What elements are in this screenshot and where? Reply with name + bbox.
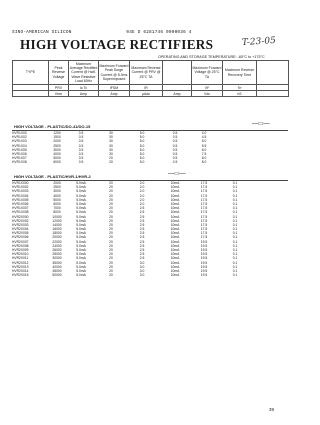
- table-cell: 5.0mA: [76, 239, 86, 244]
- table-cell: HVR1X03: [12, 139, 27, 144]
- table-cell: 5.0mA: [76, 256, 86, 261]
- sym-vf: VF: [192, 85, 223, 91]
- table-cell: 10mA: [170, 189, 180, 194]
- table-cell: 0.1: [232, 260, 238, 265]
- table-cell: 2.5: [139, 210, 145, 215]
- table-cell: HVR2X010: [12, 252, 29, 257]
- table-cell: HVR1X005: [12, 197, 29, 202]
- table-cell: 30: [109, 135, 113, 140]
- diode-package-icon: —▭—: [168, 171, 186, 177]
- table-cell: 5.0: [139, 131, 145, 135]
- table-cell: HVR2X002: [12, 218, 29, 223]
- page-title: HIGH VOLTAGE RECTIFIERS: [20, 37, 214, 52]
- table-cell: HVR1X002: [12, 185, 29, 190]
- table-cell: 0.5: [172, 160, 178, 165]
- table-cell: 2.5: [139, 222, 145, 227]
- table-cell: 0.1: [232, 227, 238, 232]
- table-cell: 20: [109, 181, 113, 185]
- table-cell: 2.0: [139, 189, 145, 194]
- section-rows-hvr: [12, 181, 288, 277]
- section-rows-do41: [12, 131, 288, 165]
- table-cell: 2000: [53, 139, 61, 144]
- table-cell: 20: [109, 218, 113, 223]
- table-cell: 3000: [53, 189, 61, 194]
- table-cell: 5000: [53, 156, 61, 161]
- table-cell: HVR2X005: [12, 231, 29, 236]
- table-cell: HVR1X07: [12, 156, 27, 161]
- table-cell: 30: [109, 151, 113, 156]
- table-cell: HVR1X008: [12, 210, 29, 215]
- table-cell: 4000: [53, 193, 61, 198]
- table-cell: 17.5: [200, 231, 208, 236]
- table-cell: 16000: [52, 227, 62, 232]
- table-cell: HVR1X000: [12, 181, 29, 185]
- unit-ir: µAdc: [130, 91, 163, 97]
- table-cell: 20000: [52, 235, 62, 240]
- unit-type: [13, 91, 49, 97]
- table-cell: 0.5: [172, 131, 178, 135]
- table-cell: 30: [109, 143, 113, 148]
- table-cell: HVR2X011: [12, 256, 29, 261]
- table-cell: 8.0: [201, 156, 207, 161]
- table-cell: 4.5: [201, 135, 207, 140]
- table-cell: 5.0: [139, 135, 145, 140]
- spec-table-header: [12, 60, 289, 97]
- table-cell: 1200: [53, 131, 61, 135]
- company-name: SINO-AMERICAN SILICON: [12, 30, 72, 35]
- table-cell: 35000: [52, 260, 62, 265]
- diode-package-icon: —▭—: [252, 121, 270, 127]
- table-cell: 10mA: [170, 252, 180, 257]
- table-cell: 0.1: [232, 231, 238, 236]
- table-cell: HVR2X015: [12, 273, 29, 278]
- table-cell: 6.0: [201, 147, 207, 152]
- table-cell: 5.0mA: [76, 210, 86, 215]
- table-cell: 10mA: [170, 197, 180, 202]
- table-cell: 20: [109, 214, 113, 219]
- table-cell: 17.5: [200, 227, 208, 232]
- table-cell: 4.0: [201, 131, 207, 135]
- table-cell: 18000: [52, 231, 62, 236]
- table-cell: 2.5: [139, 256, 145, 261]
- table-cell: 0.1: [232, 273, 238, 278]
- table-cell: 5.0mA: [76, 218, 86, 223]
- col-header-blank: [163, 61, 192, 85]
- sym-trr: Trr: [223, 85, 257, 91]
- table-cell: 0.1: [232, 218, 238, 223]
- col-header-recovery: Maximum Reverse Recovery Time: [223, 61, 257, 85]
- table-cell: 10mA: [170, 256, 180, 261]
- table-cell: 2.0: [139, 197, 145, 202]
- table-cell: 7000: [53, 206, 61, 211]
- table-cell: 5.0mA: [76, 201, 86, 206]
- table-cell: 50000: [52, 273, 62, 278]
- table-cell: HVR1X04: [12, 143, 27, 148]
- col-header-extra: [257, 61, 289, 85]
- table-cell: 0.1: [232, 193, 238, 198]
- table-cell: HVR2X014: [12, 268, 29, 273]
- table-cell: 20: [109, 248, 113, 252]
- table-cell: 19.5: [200, 248, 208, 252]
- table-cell: 20: [109, 197, 113, 202]
- table-cell: 10mA: [170, 235, 180, 240]
- table-cell: 10000: [52, 214, 62, 219]
- table-cell: 30: [109, 147, 113, 152]
- table-cell: 24000: [52, 243, 62, 248]
- table-cell: 2.5: [139, 235, 145, 240]
- unit-vf: Vdc: [192, 91, 223, 97]
- table-cell: 45000: [52, 268, 62, 273]
- table-cell: 5.0mA: [76, 197, 86, 202]
- table-cell: 0.1: [232, 189, 238, 194]
- table-cell: 10mA: [170, 214, 180, 219]
- table-cell: 19.5: [200, 260, 208, 265]
- table-cell: 10mA: [170, 210, 180, 215]
- table-cell: 0.1: [232, 239, 238, 244]
- table-cell: 5.0mA: [76, 189, 86, 194]
- table-cell: 20: [109, 201, 113, 206]
- table-cell: HVR1X08: [12, 160, 27, 165]
- table-cell: HVR2X004: [12, 227, 29, 232]
- table-cell: 10mA: [170, 227, 180, 232]
- table-cell: 0.5: [78, 151, 84, 156]
- table-cell: 5.0mA: [76, 214, 86, 219]
- col-header-prv: Peak Reverse Voltage: [49, 61, 69, 85]
- table-cell: 2.0: [139, 181, 145, 185]
- table-cell: 20: [109, 264, 113, 269]
- table-cell: 8000: [53, 210, 61, 215]
- table-cell: 0.1: [232, 252, 238, 257]
- table-cell: 26000: [52, 248, 62, 252]
- table-cell: 2.5: [139, 206, 145, 211]
- table-cell: 30: [109, 131, 113, 135]
- table-cell: 5.0mA: [76, 248, 86, 252]
- table-cell: 3.0: [139, 273, 145, 278]
- table-cell: 10mA: [170, 201, 180, 206]
- table-cell: 17.5: [200, 201, 208, 206]
- table-cell: 17.5: [200, 193, 208, 198]
- table-cell: 0.1: [232, 197, 238, 202]
- table-cell: 2500: [53, 143, 61, 148]
- table-cell: 20: [109, 239, 113, 244]
- table-cell: 2.0: [139, 193, 145, 198]
- table-cell: 0.1: [232, 185, 238, 190]
- table-cell: 20: [109, 260, 113, 265]
- table-cell: 0.1: [232, 206, 238, 211]
- table-cell: 5.0mA: [76, 222, 86, 227]
- table-cell: 0.1: [232, 214, 238, 219]
- table-cell: 17.5: [200, 185, 208, 190]
- table-cell: 2.0: [139, 201, 145, 206]
- table-cell: 0.5: [78, 147, 84, 152]
- col-header-forward-voltage: Maximum Forward Voltage @ 25°C TA: [192, 61, 223, 85]
- table-cell: 2.0: [139, 185, 145, 190]
- table-cell: 0.1: [232, 235, 238, 240]
- table-cell: 19.5: [200, 252, 208, 257]
- table-cell: 0.1: [232, 201, 238, 206]
- table-cell: 20: [109, 206, 113, 211]
- table-cell: 0.5: [78, 160, 84, 165]
- table-cell: 17.5: [200, 210, 208, 215]
- table-cell: 5.0mA: [76, 193, 86, 198]
- table-cell: 2.5: [139, 227, 145, 232]
- table-cell: 14000: [52, 222, 62, 227]
- table-cell: 5.0mA: [76, 273, 86, 278]
- table-cell: 2.5: [139, 248, 145, 252]
- sym-surge: IFSM: [99, 85, 130, 91]
- table-cell: 10mA: [170, 181, 180, 185]
- table-cell: 20: [109, 189, 113, 194]
- table-cell: 28000: [52, 252, 62, 257]
- doc-code: 04E D 6281746 0000036 4: [126, 30, 192, 35]
- table-cell: 5.0mA: [76, 268, 86, 273]
- table-cell: 10mA: [170, 243, 180, 248]
- table-cell: 0.1: [232, 264, 238, 269]
- table-cell: 0.1: [232, 181, 238, 185]
- table-cell: 19.5: [200, 256, 208, 261]
- table-cell: HVR1X004: [12, 193, 29, 198]
- col-header-avg-current: Maximum Average Rectified Current @ Half-Wave Resistive Load 60Hz: [69, 62, 98, 83]
- table-cell: 2.5: [139, 214, 145, 219]
- unit-surge: Amp: [99, 91, 130, 97]
- table-cell: 0.5: [172, 151, 178, 156]
- table-cell: HVR1X003: [12, 189, 29, 194]
- table-cell: 7.5: [201, 151, 207, 156]
- table-cell: HVR2X012: [12, 260, 29, 265]
- table-cell: 20: [109, 185, 113, 190]
- table-cell: 17.5: [200, 181, 208, 185]
- table-cell: 5.0mA: [76, 227, 86, 232]
- section-title-do41: HIGH VOLTAGE - PLASTIC/DO-41/DO-15: [14, 124, 91, 129]
- table-cell: 5.0mA: [76, 235, 86, 240]
- section-title-hvr: HIGH VOLTAGE - PLASTIC/HVR-1/HVR-2: [14, 174, 91, 179]
- table-cell: 17.5: [200, 214, 208, 219]
- table-cell: HVR2X013: [12, 264, 29, 269]
- table-cell: HVR1X02: [12, 135, 27, 140]
- table-cell: 17.5: [200, 189, 208, 194]
- table-cell: 4000: [53, 151, 61, 156]
- table-cell: 0.1: [232, 210, 238, 215]
- table-cell: 5.0: [139, 151, 145, 156]
- table-cell: 17.5: [200, 218, 208, 223]
- unit-extra: [257, 91, 289, 97]
- table-cell: 5.0mA: [76, 260, 86, 265]
- table-cell: 2000: [53, 181, 61, 185]
- operating-temp-note: OPERATING AND STORAGE TEMPERATURE: -65°C to +175°C: [158, 55, 265, 59]
- table-cell: 20: [109, 160, 113, 165]
- table-cell: 20: [109, 156, 113, 161]
- table-cell: 20: [109, 235, 113, 240]
- table-cell: 20: [109, 273, 113, 278]
- table-cell: 2.5: [139, 243, 145, 248]
- table-cell: 2.5: [139, 239, 145, 244]
- table-cell: 0.5: [78, 143, 84, 148]
- table-cell: 5.0mA: [76, 252, 86, 257]
- table-cell: 0.1: [232, 256, 238, 261]
- table-cell: 5.0mA: [76, 185, 86, 190]
- col-header-type: TYPE: [13, 61, 49, 85]
- table-cell: 0.5: [78, 156, 84, 161]
- table-cell: 0.5: [78, 135, 84, 140]
- table-cell: 10mA: [170, 239, 180, 244]
- table-cell: 19.5: [200, 268, 208, 273]
- table-cell: 20: [109, 268, 113, 273]
- table-cell: 3.0: [139, 264, 145, 269]
- table-cell: 2.5: [139, 252, 145, 257]
- table-cell: 5.0: [139, 156, 145, 161]
- table-cell: HVR1X007: [12, 206, 29, 211]
- table-cell: 5.0mA: [76, 264, 86, 269]
- header-line: [12, 30, 282, 35]
- table-cell: 10mA: [170, 185, 180, 190]
- table-cell: 20: [109, 231, 113, 236]
- table-cell: HVR1X00: [12, 131, 27, 135]
- table-cell: 10mA: [170, 206, 180, 211]
- table-cell: 17.5: [200, 206, 208, 211]
- unit-prv: Vrrm: [49, 91, 69, 97]
- table-cell: 10mA: [170, 218, 180, 223]
- table-cell: 0.5: [172, 143, 178, 148]
- table-cell: 0.1: [232, 222, 238, 227]
- table-cell: 2.5: [139, 218, 145, 223]
- table-cell: 17.5: [200, 197, 208, 202]
- table-cell: 17.5: [200, 222, 208, 227]
- table-cell: 1500: [53, 135, 61, 140]
- table-cell: 0.5: [78, 131, 84, 135]
- table-cell: 5.0: [139, 143, 145, 148]
- unit-trr: nS: [223, 91, 257, 97]
- table-cell: 2500: [53, 185, 61, 190]
- table-row: [12, 160, 288, 164]
- table-cell: 0.5: [78, 139, 84, 144]
- table-cell: 19.5: [200, 264, 208, 269]
- col-header-reverse-current: Maximum Reverse Current @ PRV @ 25°C TA: [130, 61, 163, 85]
- table-cell: 5.0: [201, 139, 207, 144]
- table-cell: 10mA: [170, 264, 180, 269]
- table-cell: 19.5: [200, 239, 208, 244]
- unit-avg: Amp: [69, 91, 99, 97]
- table-cell: 20: [109, 222, 113, 227]
- table-cell: 10mA: [170, 193, 180, 198]
- page-number: 39: [269, 407, 274, 412]
- table-cell: 6000: [53, 201, 61, 206]
- table-row: [12, 273, 288, 277]
- table-cell: 8.0: [201, 160, 207, 165]
- sym-ir: IR: [130, 85, 163, 91]
- table-cell: 30: [109, 139, 113, 144]
- table-cell: 5.0mA: [76, 231, 86, 236]
- table-cell: 0.5: [172, 139, 178, 144]
- table-cell: 20: [109, 193, 113, 198]
- table-cell: 3.0: [139, 260, 145, 265]
- table-cell: 19.5: [200, 273, 208, 278]
- table-cell: 6000: [53, 160, 61, 165]
- table-cell: HVR1X06: [12, 151, 27, 156]
- table-cell: 20: [109, 252, 113, 257]
- table-cell: HVR1X006: [12, 201, 29, 206]
- table-cell: 0.1: [232, 248, 238, 252]
- table-cell: 10mA: [170, 273, 180, 278]
- table-cell: 5.0: [139, 139, 145, 144]
- table-cell: 2.5: [139, 231, 145, 236]
- table-cell: 20: [109, 256, 113, 261]
- table-cell: 10mA: [170, 248, 180, 252]
- table-cell: 10mA: [170, 231, 180, 236]
- table-cell: 5.0: [139, 160, 145, 165]
- sym-avg: Io Tc: [69, 85, 99, 91]
- table-cell: HVR2X000: [12, 214, 29, 219]
- table-cell: 5000: [53, 197, 61, 202]
- table-cell: 19.5: [200, 243, 208, 248]
- table-cell: 20: [109, 210, 113, 215]
- table-cell: 3.0: [139, 268, 145, 273]
- table-cell: 10mA: [170, 268, 180, 273]
- table-cell: 0.1: [232, 243, 238, 248]
- table-cell: 0.5: [172, 135, 178, 140]
- table-cell: 5.0: [139, 147, 145, 152]
- table-cell: HVR1X05: [12, 147, 27, 152]
- table-cell: HVR2X008: [12, 243, 29, 248]
- table-cell: 20: [109, 243, 113, 248]
- table-cell: 40000: [52, 264, 62, 269]
- handwritten-stamp: T-23-05: [241, 35, 277, 49]
- table-cell: HVR2X006: [12, 235, 29, 240]
- table-cell: 12000: [52, 218, 62, 223]
- sym-prv: PRV: [49, 85, 69, 91]
- table-cell: HVR2X009: [12, 248, 29, 252]
- table-cell: 22000: [52, 239, 62, 244]
- table-cell: 3000: [53, 147, 61, 152]
- table-cell: HVR2X003: [12, 222, 29, 227]
- table-cell: 10mA: [170, 222, 180, 227]
- table-cell: HVR2X007: [12, 239, 29, 244]
- unit-blank: Amp: [163, 91, 192, 97]
- table-cell: 0.5: [172, 156, 178, 161]
- table-cell: 10mA: [170, 260, 180, 265]
- table-cell: 5.0mA: [76, 181, 86, 185]
- table-cell: 0.5: [172, 147, 178, 152]
- table-cell: 30000: [52, 256, 62, 261]
- table-cell: 20: [109, 227, 113, 232]
- table-cell: 17.5: [200, 235, 208, 240]
- table-cell: 5.5: [201, 143, 207, 148]
- table-cell: 0.1: [232, 268, 238, 273]
- table-cell: 5.0mA: [76, 243, 86, 248]
- col-header-surge: Maximum Forward Peak Surge Current @ 8.3ms Superimposed: [99, 61, 130, 85]
- table-cell: 5.0mA: [76, 206, 86, 211]
